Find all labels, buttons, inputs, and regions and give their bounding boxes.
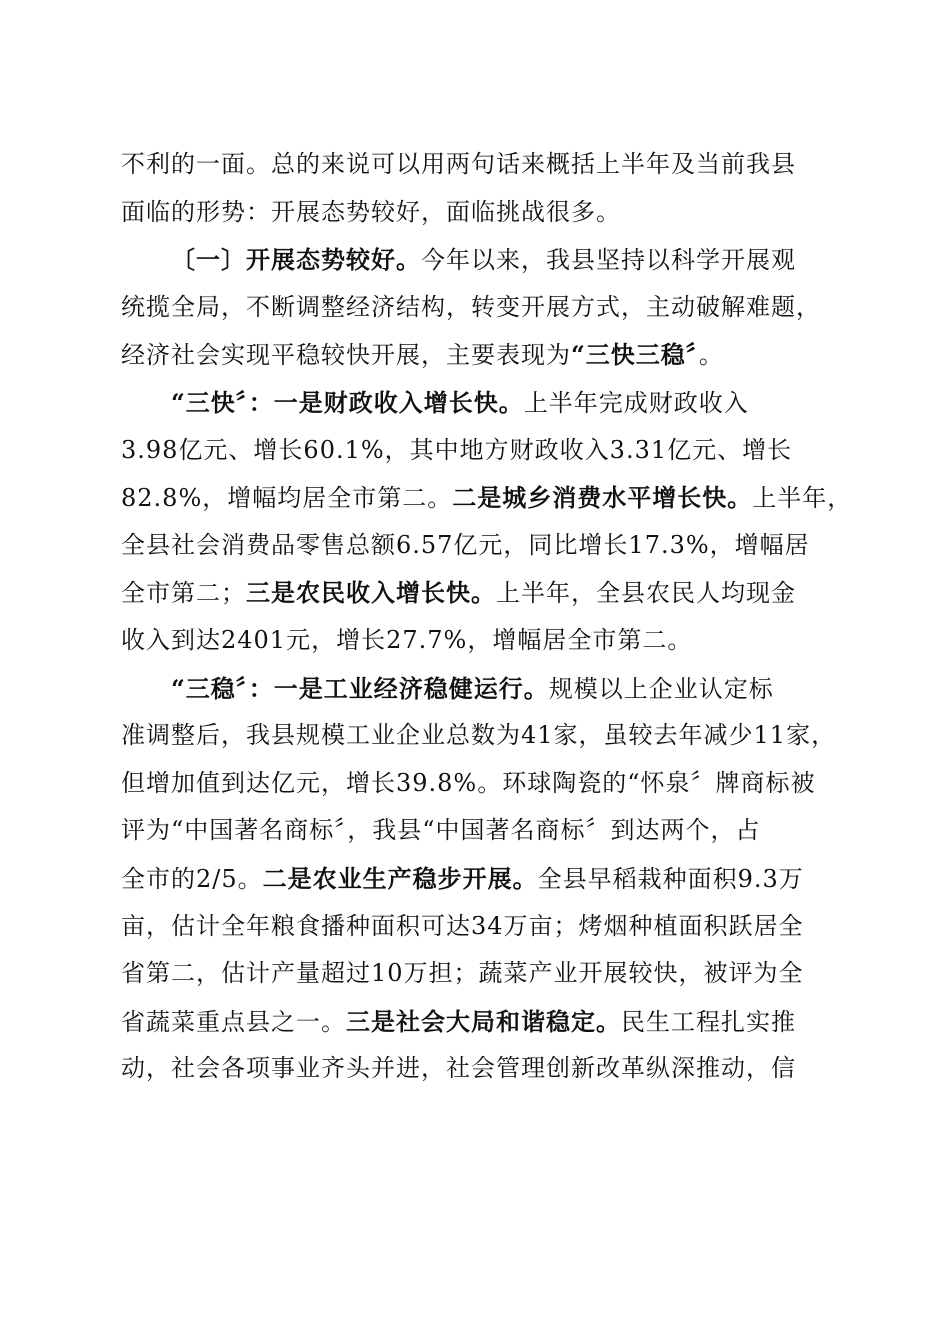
body-text: 全市的2/5。: [121, 864, 263, 893]
body-text: 但增加值到达亿元，增长39.8%。环球陶瓷的“怀泉〞牌商标被: [121, 768, 816, 797]
paragraph-first-line: [121, 236, 846, 284]
text-line: [121, 427, 846, 475]
body-text: 省第二，估计产量超过10万担；蔬菜产业开展较快，被评为全: [121, 959, 804, 988]
bold-heading-text: 二是农业生产稳步开展。: [262, 863, 538, 893]
text-line: [121, 998, 846, 1046]
body-text: 上半年完成财政收入: [523, 388, 749, 417]
text-line: [121, 855, 846, 903]
body-text: 面临的形势：开展态势较好，面临挑战很多。: [121, 197, 621, 226]
text-line: [121, 760, 846, 808]
text-line: [121, 331, 846, 379]
text-line: [121, 807, 846, 855]
text-line: [121, 617, 846, 665]
text-line: [121, 712, 846, 760]
body-text: 全县社会消费品零售总额6.57亿元，同比增长17.3%，增幅居: [121, 530, 810, 559]
bold-heading-text: “三快〞：一是财政收入增长快。: [171, 387, 524, 417]
body-text: 不利的一面。总的来说可以用两句话来概括上半年及当前我县: [121, 150, 796, 178]
body-text: 3.98亿元、增长60.1%，其中地方财政收入3.31亿元、增长: [121, 435, 793, 464]
body-text: 上半年，: [752, 484, 853, 513]
bold-heading-text: 二是城乡消费水平增长快。: [452, 483, 753, 513]
body-text: 全县早稻栽种面积9.3万: [537, 864, 804, 893]
text-line: [121, 903, 846, 951]
paragraph-first-line: [121, 379, 846, 427]
text-line: [121, 284, 846, 332]
body-text: 统揽全局，不断调整经济结构，转变开展方式，主动破解难题，: [121, 292, 821, 321]
body-text: 规模以上企业认定标: [548, 674, 774, 703]
bold-heading-text: 〔一〕开展态势较好。: [171, 245, 421, 275]
text-line: [121, 1045, 846, 1093]
document-body: [121, 141, 853, 1093]
body-text: 评为“中国著名商标〞，我县“中国著名商标〞到达两个，占: [121, 816, 761, 845]
body-text: 今年以来，我县坚持以科学开展观: [421, 246, 796, 275]
bold-heading-text: “三快三稳〞: [571, 340, 699, 370]
bold-heading-text: 三是农民收入增长快。: [246, 578, 496, 608]
body-text: 82.8%，增幅均居全市第二。: [121, 484, 453, 513]
bold-heading-text: 三是社会大局和谐稳定。: [346, 1006, 621, 1036]
body-text: 亩，估计全年粮食播种面积可达34万亩；烤烟种植面积跃居全: [121, 911, 804, 940]
body-text: 动，社会各项事业齐头并进，社会管理创新改革纵深推动，信: [121, 1054, 796, 1083]
body-text: 省蔬菜重点县之一。: [121, 1007, 346, 1036]
text-line: [121, 569, 846, 617]
body-text: 全市第二；: [121, 579, 246, 608]
text-line: [121, 522, 846, 570]
text-line: [121, 950, 846, 998]
body-text: 。: [698, 341, 724, 370]
body-text: 收入到达2401元，增长27.7%，增幅居全市第二。: [121, 625, 693, 654]
text-line: [121, 474, 853, 522]
body-text: 民生工程扎实推: [621, 1007, 796, 1036]
bold-heading-text: “三稳〞：一是工业经济稳健运行。: [171, 673, 549, 703]
body-text: 准调整后，我县规模工业企业总数为41家，虽较去年减少11家，: [121, 721, 837, 750]
text-line: [121, 141, 846, 189]
paragraph-first-line: [121, 665, 846, 713]
text-line: [121, 189, 846, 237]
body-text: 上半年，全县农民人均现金: [496, 579, 796, 608]
body-text: 经济社会实现平稳较快开展，主要表现为: [121, 341, 571, 370]
